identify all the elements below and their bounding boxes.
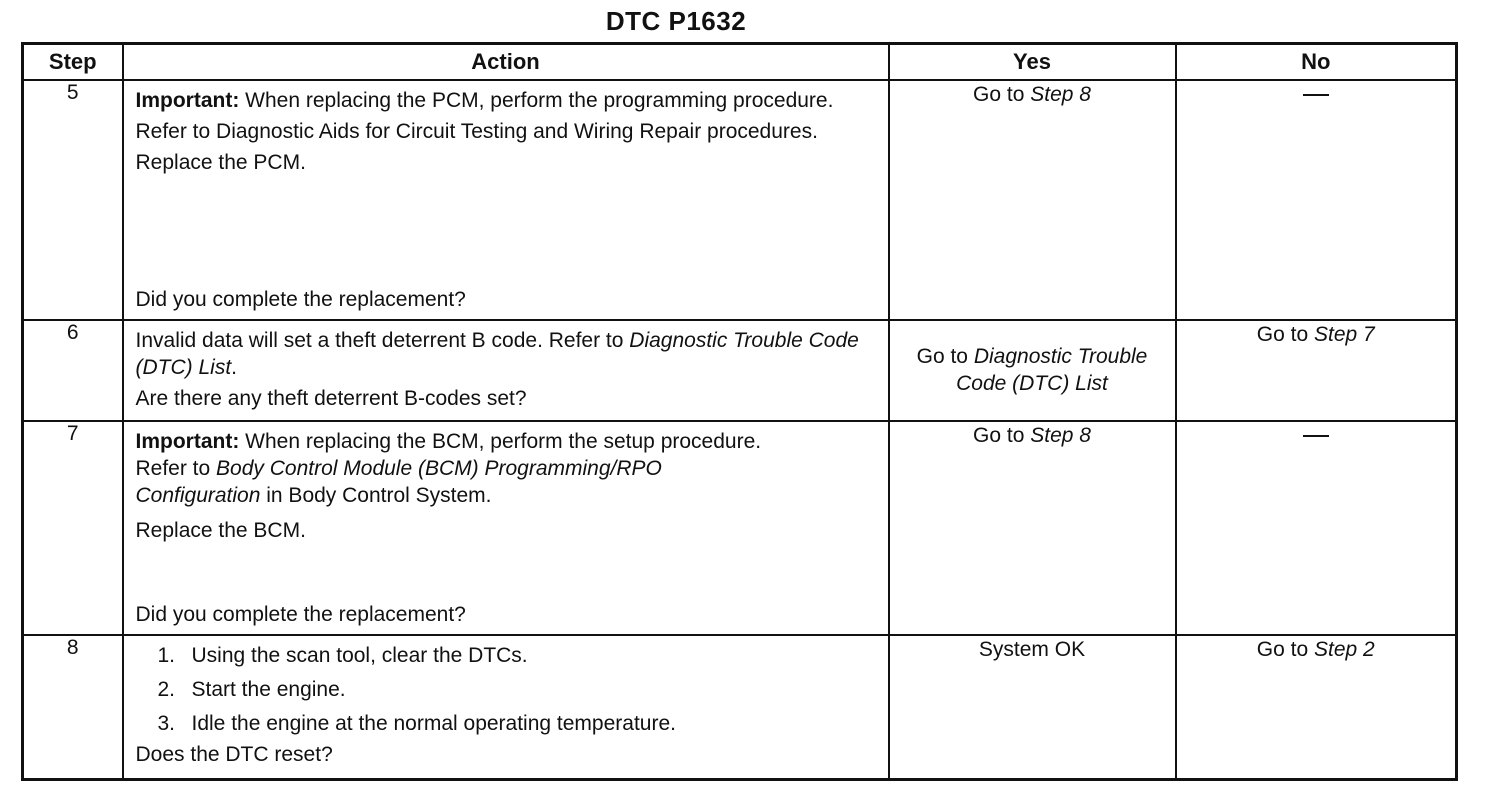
action-text: Invalid data will set a theft deterrent B code. Refer to Diagnostic Trouble Code (DTC) List. [135,328,859,379]
no-action-dash [1303,435,1329,437]
no-cell [1176,80,1457,320]
yes-cell: Go to Step 8 [889,421,1176,635]
yes-cell: Go to Step 8 [889,80,1176,320]
important-note: Important: When replacing the BCM, perform the setup procedure. Refer to Body Control Module (BCM) Programming/RPO Configuration in Body Control System. [135,429,762,507]
step-number: 7 [23,421,123,635]
step-link[interactable]: Step 8 [1030,82,1091,106]
step-number: 8 [23,635,123,780]
step-link[interactable]: Step 8 [1030,423,1091,447]
header-action: Action [123,44,889,80]
list-item: 3. Idle the engine at the normal operating temperature. [157,711,676,735]
refer-text: Refer to Diagnostic Aids for Circuit Testing and Wiring Repair procedures. [135,119,818,143]
header-step: Step [23,44,123,80]
instruction-text: Replace the BCM. [135,518,306,542]
header-no: No [1176,44,1457,80]
page-title: DTC P1632 [605,6,747,36]
table-row [23,421,1457,635]
action-cell [123,320,889,421]
question-text: Did you complete the replacement? [135,287,466,311]
question-text: Does the DTC reset? [135,742,333,766]
yes-cell: System OK [889,635,1176,780]
important-label: Important: [135,88,240,112]
yes-cell: Go to Diagnostic Trouble Code (DTC) List [889,320,1176,421]
no-action-dash [1303,94,1329,96]
table-row [23,320,1457,421]
important-note: Important: When replacing the PCM, perform the programming procedure. [135,88,834,112]
substep-list [136,639,878,741]
step-link[interactable]: Step 2 [1313,637,1375,661]
no-cell: Go to Step 2 [1176,635,1457,780]
action-cell [123,421,889,635]
step-number: 6 [23,320,123,421]
step-link[interactable]: Step 7 [1313,322,1375,346]
no-cell [1176,421,1457,635]
action-cell [123,635,889,780]
list-item: 1. Using the scan tool, clear the DTCs. [157,643,528,667]
diagnostic-table [21,42,1458,781]
bcm-programming-link[interactable]: Body Control Module (BCM) Programming/RPO Configuration [135,456,662,507]
no-cell: Go to Step 7 [1176,320,1457,421]
table-header-row [23,44,1457,80]
important-label: Important: [135,429,240,453]
list-item: 2. Start the engine. [157,677,346,701]
dtc-list-link[interactable]: Diagnostic Trouble Code (DTC) List [956,345,1148,395]
action-cell [123,80,889,320]
table-row [23,80,1457,320]
dtc-list-link[interactable]: Diagnostic Trouble Code (DTC) List [135,328,859,379]
step-number: 5 [23,80,123,320]
question-text: Are there any theft deterrent B-codes set? [135,386,527,410]
table-row [23,635,1457,780]
question-text: Did you complete the replacement? [135,602,466,626]
instruction-text: Replace the PCM. [135,150,306,174]
header-yes: Yes [889,44,1176,80]
